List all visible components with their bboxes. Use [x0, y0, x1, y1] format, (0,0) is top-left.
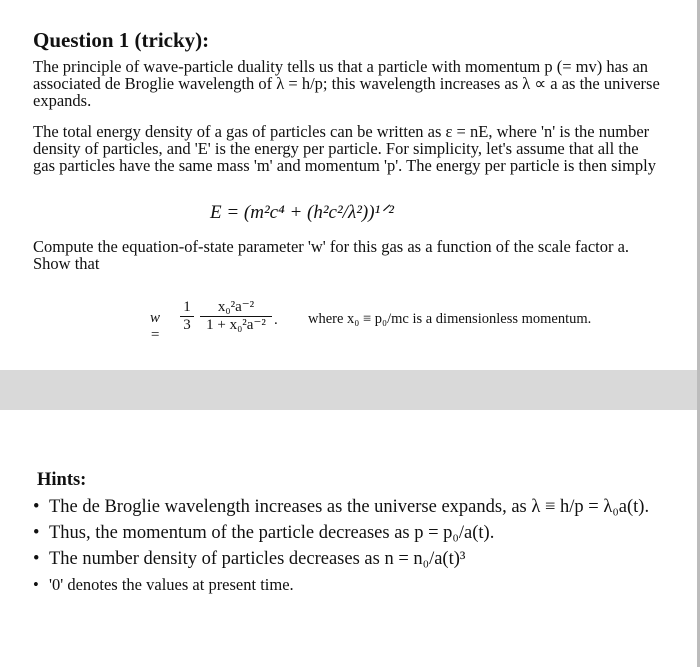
equation-period: . [274, 312, 278, 328]
list-item [33, 523, 653, 543]
hint-text: The number density of particles decreases as n = n₀/a(t)³ [49, 549, 466, 569]
bullet-icon: • [33, 497, 40, 517]
fraction-numerator: x₀²a⁻² [200, 299, 272, 317]
question-title: Question 1 (tricky): [33, 28, 210, 52]
fraction-numerator: 1 [180, 299, 194, 317]
fraction-denominator: 1 + x₀²a⁻² [206, 317, 266, 333]
fraction-momentum-term [200, 299, 272, 334]
hint-text: '0' denotes the values at present time. [49, 575, 294, 594]
list-item [33, 497, 653, 517]
hint-text: Thus, the momentum of the particle decreases as p = p₀/a(t). [49, 523, 495, 543]
energy-formula: E = (m²c⁴ + (h²c²/λ²))¹ᐟ² [210, 202, 394, 223]
where-clause: where x₀ ≡ p₀/mc is a dimensionless momentum. [308, 311, 592, 327]
hints-title: Hints: [37, 470, 87, 490]
fraction-denominator: 3 [183, 317, 191, 333]
section-divider [0, 370, 700, 410]
fraction-one-third [180, 299, 194, 334]
hints-list [33, 497, 653, 601]
list-item [33, 549, 653, 569]
hint-text: The de Broglie wavelength increases as the universe expands, as λ ≡ h/p = λ₀a(t). [49, 497, 650, 517]
question-paragraph-1: The principle of wave-particle duality tells us that a particle with momentum p (= mv) has an associated de Broglie wavelength of λ = h/p; this wavelength increases as λ ∝ a as the universe expands. [33, 57, 660, 110]
question-paragraph-3: Compute the equation-of-state parameter 'w' for this gas as a function of the scale factor a. Show that [33, 237, 630, 273]
bullet-icon: • [33, 549, 40, 569]
list-item [33, 575, 653, 595]
question-paragraph-2: The total energy density of a gas of particles can be written as ε = nE, where 'n' is the number density of particles, and 'E' is the energy per particle. For simplicity, let's assume that all the gas particles have the same mass 'm' and momentum 'p'. The energy per particle is then simply [33, 122, 656, 175]
bullet-icon: • [33, 523, 40, 543]
w-equation-lhs: w = [150, 310, 161, 343]
bullet-icon: • [33, 575, 39, 594]
